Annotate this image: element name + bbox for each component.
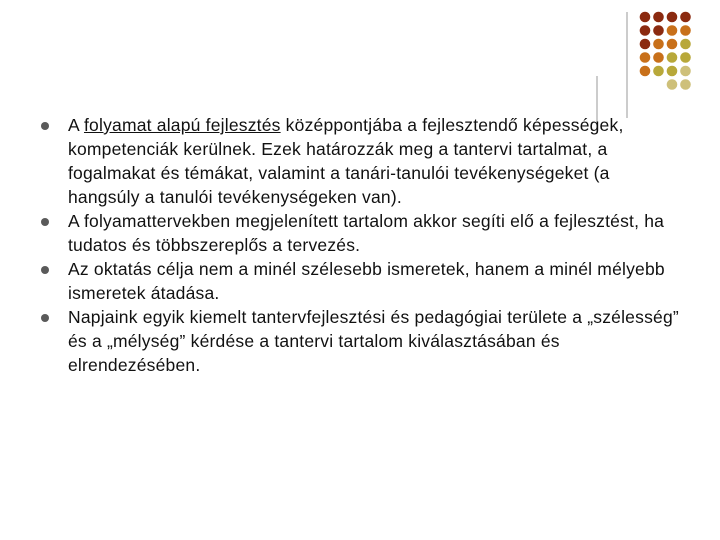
decor-dot — [653, 12, 664, 23]
decor-dot — [653, 39, 664, 50]
decor-dot — [640, 12, 651, 23]
decor-dot — [653, 66, 664, 77]
decor-dot — [640, 66, 651, 77]
bullet-dot-icon — [41, 218, 49, 226]
decor-dot — [680, 52, 691, 63]
decor-dot — [653, 25, 664, 36]
bullet-dot-icon — [41, 266, 49, 274]
slide-content — [40, 113, 680, 377]
bullet-lead: A — [68, 115, 84, 135]
decor-dot — [680, 25, 691, 36]
decor-dot — [640, 25, 651, 36]
bullet-text: középpontjába a fejlesztendő képességek, kompetenciák kerülnek. Ezek határozzák meg a tantervi tartalmat, a fogalmakat és témákat, valamint a tanári-tanulói tevékenységeket (a hangsúly a tanulói tevékenységeken van). — [68, 115, 624, 207]
decor-dot — [680, 66, 691, 77]
bullet-dot-icon — [41, 122, 49, 130]
bullet-item — [40, 113, 680, 209]
bullet-item — [40, 209, 680, 257]
decor-dot — [680, 12, 691, 23]
decor-dot — [667, 39, 678, 50]
decor-dot — [667, 79, 678, 90]
bullet-item — [40, 305, 680, 377]
bullet-text: Az oktatás célja nem a minél szélesebb ismeretek, hanem a minél mélyebb ismeretek átadása. — [68, 259, 665, 303]
bullet-text: A folyamattervekben megjelenített tartalom akkor segíti elő a fejlesztést, ha tudatos és többszereplős a tervezés. — [68, 211, 665, 255]
underlined-term: folyamat alapú fejlesztés — [83, 115, 281, 135]
bullet-item — [40, 257, 680, 305]
decor-dot — [680, 79, 691, 90]
decor-dot — [667, 52, 678, 63]
decor-dot — [680, 39, 691, 50]
decor-dot — [653, 52, 664, 63]
decor-dot — [640, 52, 651, 63]
decor-dot — [667, 12, 678, 23]
decor-dot — [640, 39, 651, 50]
decor-dot — [667, 25, 678, 36]
decor-dot — [667, 66, 678, 77]
bullet-text: Napjaink egyik kiemelt tantervfejlesztési és pedagógiai területe a „szélesség” és a „mélység” kérdése a tantervi tartalom kiválasztásában és elrendezésében. — [68, 307, 679, 375]
bullet-list — [40, 113, 680, 377]
bullet-dot-icon — [41, 314, 49, 322]
